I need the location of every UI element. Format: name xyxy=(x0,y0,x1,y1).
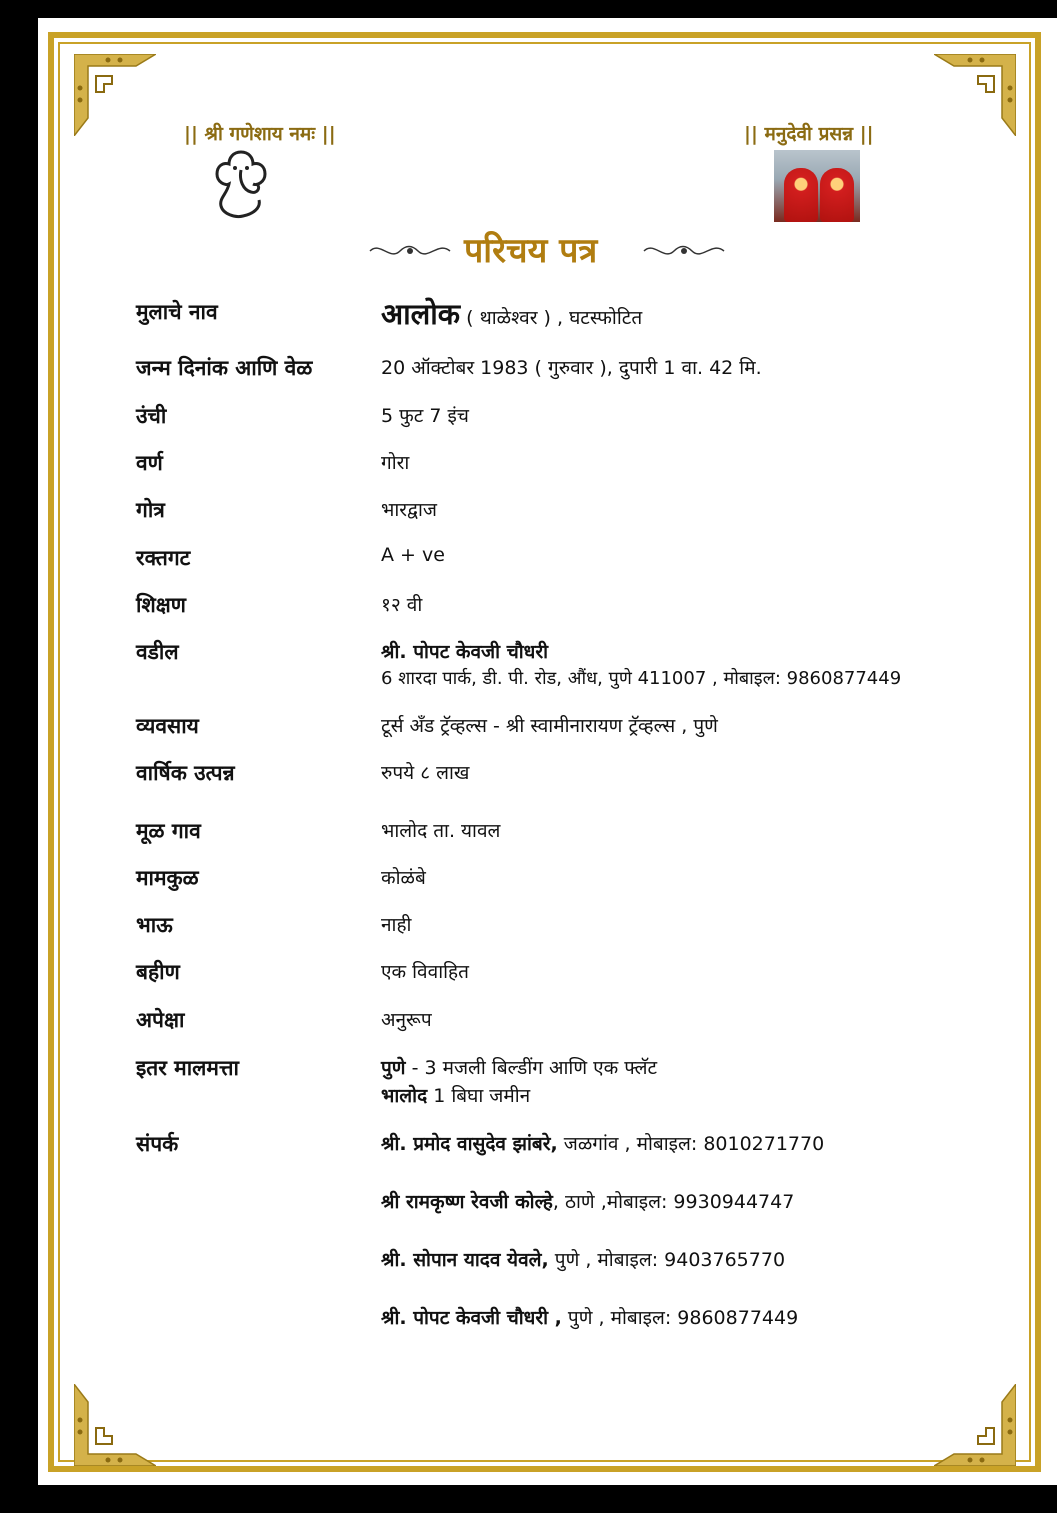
contact-3-name: श्री. सोपान यादव येवले, xyxy=(381,1249,549,1271)
contact-4-detail: पुणे , मोबाइल: 9860877449 xyxy=(561,1307,799,1329)
value-complexion: गोरा xyxy=(381,452,410,474)
value-brother: नाही xyxy=(381,914,412,936)
contact-3 xyxy=(381,1246,824,1272)
value-expectation: अनुरूप xyxy=(381,1009,432,1031)
contact-4-name: श्री. पोपट केवजी चौधरी , xyxy=(381,1307,562,1329)
label-property: इतर मालमत्ता xyxy=(136,1056,239,1080)
property-city-2: भालोद xyxy=(381,1085,428,1107)
label-father: वडील xyxy=(136,640,179,664)
ornament-icon xyxy=(368,238,452,264)
value-native-place: भालोद ता. यावल xyxy=(381,820,501,842)
property-detail-1: - 3 मजली बिल्डींग आणि एक फ्लॅट xyxy=(405,1057,658,1079)
label-contact: संपर्क xyxy=(136,1132,179,1156)
label-maternal-family: मामकुळ xyxy=(136,866,199,890)
value-sister: एक विवाहित xyxy=(381,961,469,983)
label-expectation: अपेक्षा xyxy=(136,1008,185,1032)
contact-2-detail: , ठाणे ,मोबाइल: 9930944747 xyxy=(552,1191,795,1213)
value-property xyxy=(381,1054,657,1108)
corner-ornament-icon xyxy=(934,54,1016,136)
deity-invocation: || मनुदेवी प्रसन्न || xyxy=(744,123,874,145)
value-blood-group: A + ve xyxy=(381,544,445,566)
property-line-2 xyxy=(381,1082,657,1108)
corner-ornament-icon xyxy=(934,1384,1016,1466)
value-gotra: भारद्वाज xyxy=(381,499,437,521)
name-details: ( थाळेश्वर ) , घटस्फोटित xyxy=(460,307,643,329)
biodata-sheet xyxy=(38,18,1057,1485)
label-gotra: गोत्र xyxy=(136,498,165,522)
value-education: १२ वी xyxy=(381,594,423,616)
label-brother: भाऊ xyxy=(136,913,173,937)
title-banner xyxy=(368,224,728,274)
contact-1-detail: जळगांव , मोबाइल: 8010271770 xyxy=(557,1133,825,1155)
property-detail-2: 1 बिघा जमीन xyxy=(427,1085,531,1107)
ornament-icon xyxy=(642,238,726,264)
value-income: रुपये ८ लाख xyxy=(381,762,470,784)
label-height: उंची xyxy=(136,404,167,428)
label-sister: बहीण xyxy=(136,960,180,984)
value-occupation: टूर्स अँड ट्रॅव्हल्स - श्री स्वामीनारायण ट्रॅव्हल्स , पुणे xyxy=(381,715,718,737)
contact-2 xyxy=(381,1188,824,1214)
label-blood-group: रक्तगट xyxy=(136,546,191,570)
label-occupation: व्यवसाय xyxy=(136,714,199,738)
contact-1-name: श्री. प्रमोद वासुदेव झांबरे, xyxy=(381,1133,558,1155)
page-title: परिचय पत्र xyxy=(464,231,598,271)
label-dob: जन्म दिनांक आणि वेळ xyxy=(136,356,313,380)
deity-figure xyxy=(784,168,818,222)
label-name: मुलाचे नाव xyxy=(136,300,218,324)
contact-1 xyxy=(381,1133,824,1155)
deity-photo xyxy=(774,150,860,222)
value-father xyxy=(381,638,901,690)
value-name xyxy=(381,294,642,333)
value-contact xyxy=(381,1130,824,1330)
value-maternal-family: कोळंबे xyxy=(381,867,426,889)
groom-name: आलोक xyxy=(381,297,461,331)
corner-ornament-icon xyxy=(74,1384,156,1466)
value-height: 5 फुट 7 इंच xyxy=(381,405,469,427)
property-line-1 xyxy=(381,1057,657,1079)
deity-figure xyxy=(820,168,854,222)
contact-3-detail: पुणे , मोबाइल: 9403765770 xyxy=(548,1249,786,1271)
value-dob: 20 ऑक्टोबर 1983 ( गुरुवार ), दुपारी 1 वा. 42 मि. xyxy=(381,357,762,379)
ganesh-icon xyxy=(210,148,272,224)
contact-4 xyxy=(381,1304,824,1330)
contact-2-name: श्री रामकृष्ण रेवजी कोल्हे xyxy=(381,1191,553,1213)
label-native-place: मूळ गाव xyxy=(136,819,201,843)
property-city-1: पुणे xyxy=(381,1057,406,1079)
father-address: 6 शारदा पार्क, डी. पी. रोड, औंध, पुणे 411007 , मोबाइल: 9860877449 xyxy=(381,668,902,689)
corner-ornament-icon xyxy=(74,54,156,136)
label-income: वार्षिक उत्पन्न xyxy=(136,761,235,785)
ganesh-invocation: || श्री गणेशाय नमः || xyxy=(184,123,336,145)
label-education: शिक्षण xyxy=(136,593,186,617)
label-complexion: वर्ण xyxy=(136,451,163,475)
father-name: श्री. पोपट केवजी चौधरी xyxy=(381,641,549,663)
